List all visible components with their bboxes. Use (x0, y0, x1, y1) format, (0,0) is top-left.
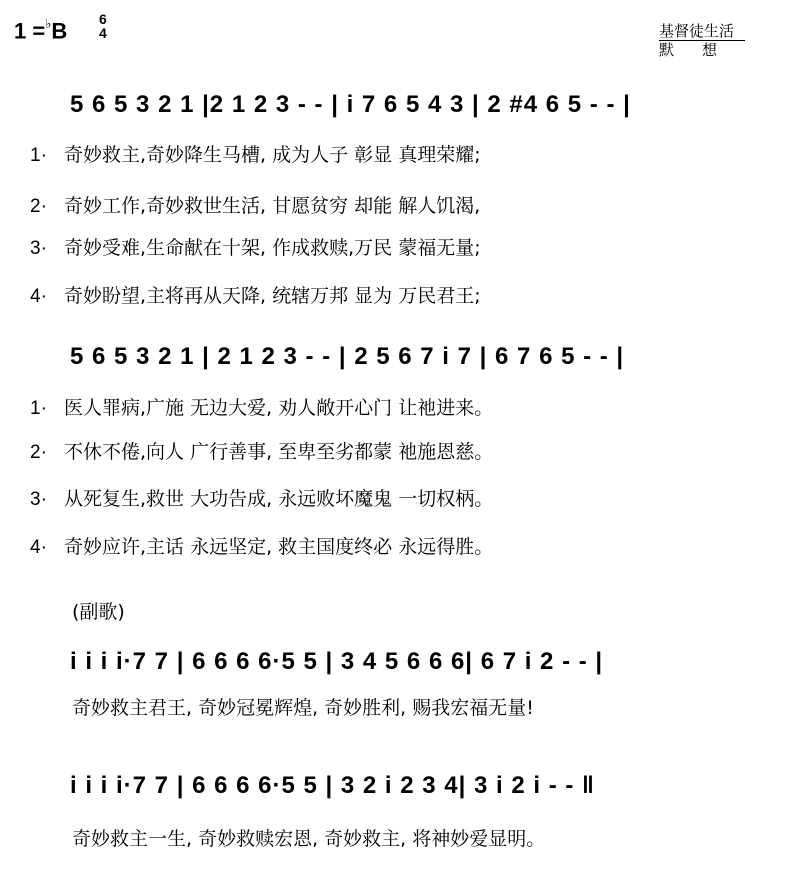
key-signature (14, 18, 67, 44)
source-title: 基督徒生活 (659, 22, 745, 41)
time-denominator: 4 (99, 25, 107, 41)
verse-line (30, 437, 493, 464)
chorus-lyric-1: 奇妙救主君王, 奇妙冠冕辉煌, 奇妙胜利, 赐我宏福无量! (72, 697, 534, 719)
time-signature (99, 12, 107, 40)
notation-line-1: 5 6 5 3 2 1 |2 1 2 3 - - | i 7 6 5 4 3 | 2 #4 6 5 - - | (70, 91, 631, 118)
verse-text: 奇妙工作,奇妙救世生活, 甘愿贫穷 却能 解人饥渴, (64, 195, 481, 217)
source-attribution (659, 22, 745, 59)
verse-line (30, 393, 493, 420)
verse-number: 4· (30, 537, 47, 558)
verse-text: 不休不倦,向人 广行善事, 至卑至劣都蒙 祂施恩慈。 (64, 441, 494, 463)
verse-line (30, 281, 481, 308)
verse-number: 1· (30, 398, 47, 419)
verse-text: 奇妙应许,主话 永远坚定, 救主国度终必 永远得胜。 (64, 536, 494, 558)
chorus-lyric-2: 奇妙救主一生, 奇妙救赎宏恩, 奇妙救主, 将神妙爱显明。 (72, 828, 546, 850)
verse-text: 奇妙受难,生命献在十架, 作成救赎,万民 蒙福无量; (64, 237, 481, 259)
verse-number: 3· (30, 489, 47, 510)
verse-text: 奇妙救主,奇妙降生马槽, 成为人子 彰显 真理荣耀; (64, 144, 481, 166)
verse-line (30, 140, 481, 167)
chorus-title: (副歌) (72, 601, 125, 623)
verse-number: 2· (30, 442, 47, 463)
key-label: 1 = (14, 18, 46, 44)
verse-text: 从死复生,救世 大功告成, 永远败坏魔鬼 一切权柄。 (64, 488, 494, 510)
verse-line (30, 233, 481, 260)
verse-number: 1· (30, 145, 47, 166)
key-note: B (51, 18, 68, 44)
verse-line (30, 532, 493, 559)
chorus-notation-1: i i i i·7 7 | 6 6 6 6·5 5 | 3 4 5 6 6 6| 6 7 i 2 - - | (70, 648, 604, 675)
verse-line (30, 484, 493, 511)
verse-number: 2· (30, 196, 47, 217)
flat-sign: ♭ (45, 16, 52, 31)
verse-line (30, 191, 480, 218)
verse-text: 奇妙盼望,主将再从天降, 统辖万邦 显为 万民君王; (64, 285, 481, 307)
chorus-notation-2: i i i i·7 7 | 6 6 6 6·5 5 | 3 2 i 2 3 4| 3 i 2 i - - ‖ (70, 772, 595, 799)
verse-number: 3· (30, 238, 47, 259)
notation-line-2: 5 6 5 3 2 1 | 2 1 2 3 - - | 2 5 6 7 i 7 | 6 7 6 5 - - | (70, 343, 625, 370)
verse-text: 医人罪病,广施 无边大爱, 劝人敞开心门 让祂进来。 (64, 397, 494, 419)
time-numerator: 6 (99, 11, 107, 27)
verse-number: 4· (30, 286, 47, 307)
source-subtitle: 默想 (659, 41, 746, 59)
